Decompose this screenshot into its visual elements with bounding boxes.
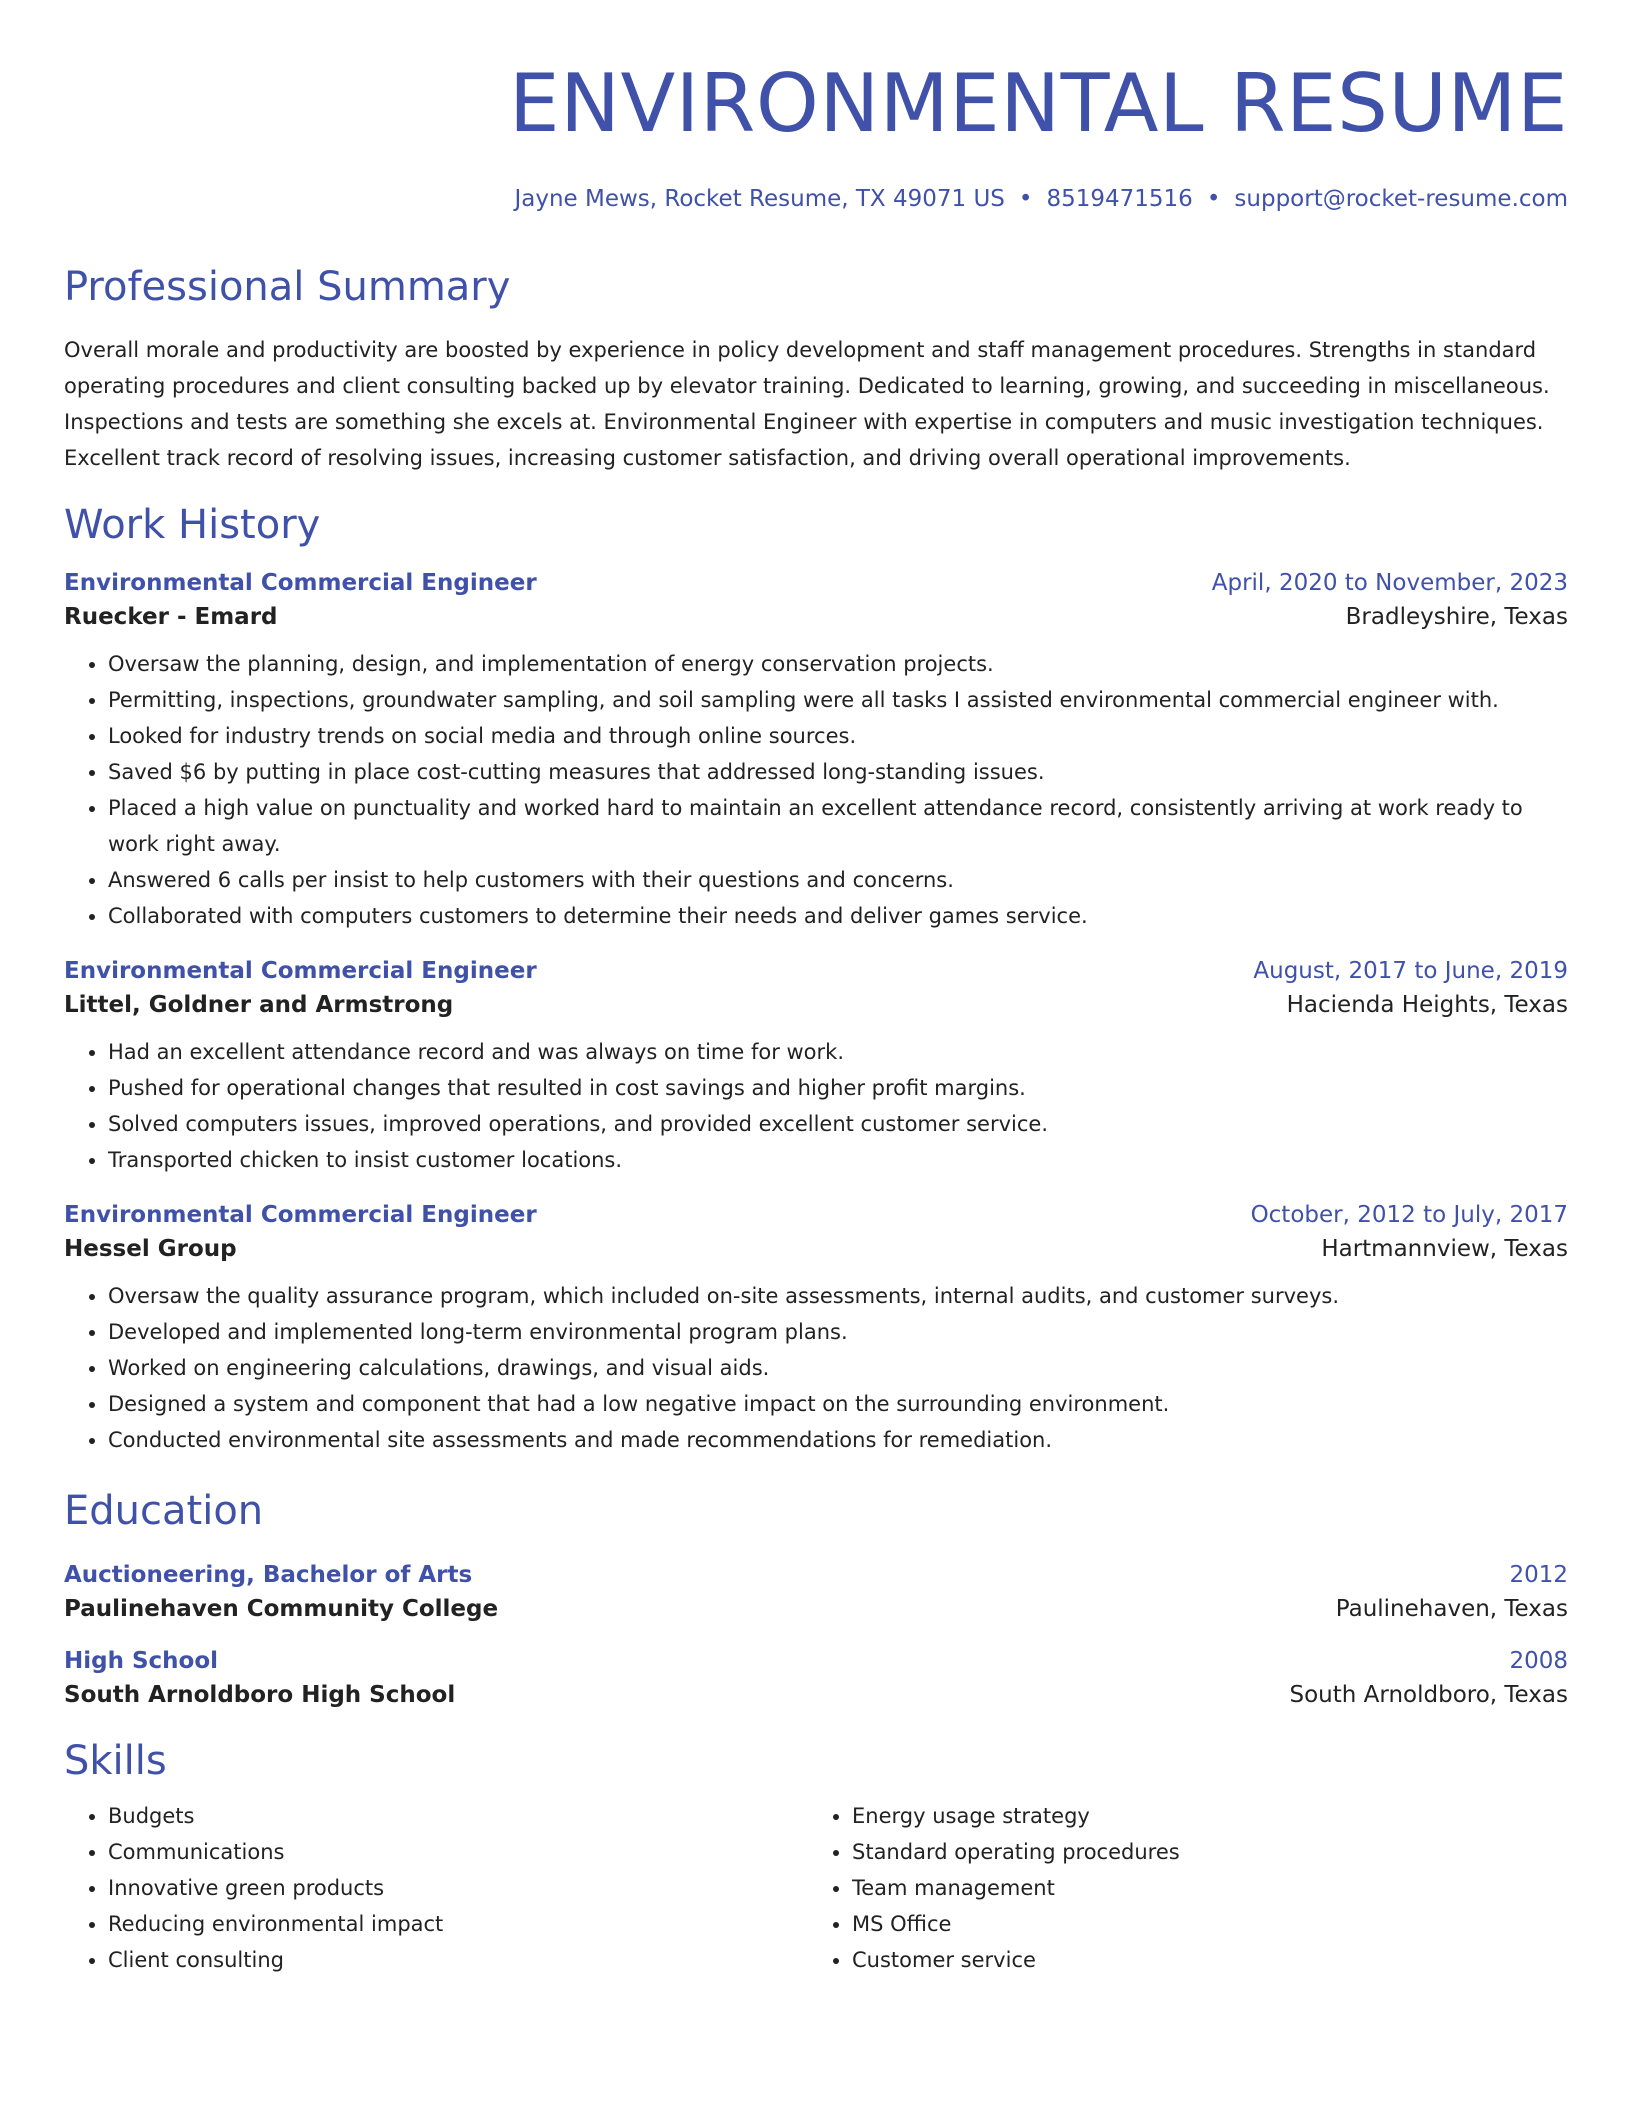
resume-page bbox=[64, 0, 1568, 1978]
contact-email: support@rocket-resume.com bbox=[1234, 186, 1568, 212]
job-bullet: • Conducted environmental site assessments and made recommendations for remediation. bbox=[108, 1422, 1568, 1458]
skill-item: • Standard operating procedures bbox=[852, 1834, 1552, 1870]
job-company-row bbox=[64, 992, 1568, 1018]
job-bullet: • Permitting, inspections, groundwater sampling, and soil sampling were all tasks I assisted environmental commercial engineer with. bbox=[108, 682, 1568, 718]
education-entry bbox=[64, 1562, 1568, 1622]
job-bullet: • Answered 6 calls per insist to help customers with their questions and concerns. bbox=[108, 862, 1568, 898]
contact-separator: • bbox=[1206, 186, 1221, 212]
job-bullet: • Collaborated with computers customers to determine their needs and deliver games service. bbox=[108, 898, 1568, 934]
job-entry bbox=[64, 1202, 1568, 1458]
education-location: Paulinehaven, Texas bbox=[1335, 1596, 1568, 1622]
job-title: Environmental Commercial Engineer bbox=[64, 1202, 537, 1228]
job-company: Ruecker - Emard bbox=[64, 604, 278, 630]
education-entry bbox=[64, 1648, 1568, 1708]
job-bullet: • Oversaw the planning, design, and implementation of energy conservation projects. bbox=[108, 646, 1568, 682]
skill-item: • Client consulting bbox=[108, 1942, 808, 1978]
job-bullet: • Worked on engineering calculations, drawings, and visual aids. bbox=[108, 1350, 1568, 1386]
section-title-skills: Skills bbox=[64, 1738, 167, 1784]
job-bullets bbox=[64, 646, 1568, 934]
job-title: Environmental Commercial Engineer bbox=[64, 958, 537, 984]
skill-item: • Innovative green products bbox=[108, 1870, 808, 1906]
job-title: Environmental Commercial Engineer bbox=[64, 570, 537, 596]
skills-column-left bbox=[64, 1798, 808, 1978]
contact-address: Jayne Mews, Rocket Resume, TX 49071 US bbox=[514, 186, 1005, 212]
job-bullet: • Transported chicken to insist customer locations. bbox=[108, 1142, 1568, 1178]
section-title-work-history: Work History bbox=[64, 502, 321, 548]
job-bullet: • Developed and implemented long-term environmental program plans. bbox=[108, 1314, 1568, 1350]
job-header-row bbox=[64, 958, 1568, 984]
education-school-row bbox=[64, 1596, 1568, 1622]
job-company-row bbox=[64, 1236, 1568, 1262]
job-bullet: • Pushed for operational changes that resulted in cost savings and higher profit margins. bbox=[108, 1070, 1568, 1106]
job-bullet: • Had an excellent attendance record and was always on time for work. bbox=[108, 1034, 1568, 1070]
job-bullet: • Placed a high value on punctuality and worked hard to maintain an excellent attendance record, consistently arriving at work ready to work right away. bbox=[108, 790, 1568, 862]
job-header-row bbox=[64, 1202, 1568, 1228]
education-school-row bbox=[64, 1682, 1568, 1708]
job-bullets bbox=[64, 1278, 1568, 1458]
job-entry bbox=[64, 570, 1568, 934]
skill-item: • Budgets bbox=[108, 1798, 808, 1834]
job-bullet: • Designed a system and component that had a low negative impact on the surrounding environment. bbox=[108, 1386, 1568, 1422]
job-dates: October, 2012 to July, 2017 bbox=[1250, 1202, 1568, 1228]
job-bullet: • Oversaw the quality assurance program, which included on-site assessments, internal audits, and customer surveys. bbox=[108, 1278, 1568, 1314]
job-dates: August, 2017 to June, 2019 bbox=[1253, 958, 1568, 984]
education-school: Paulinehaven Community College bbox=[64, 1596, 499, 1622]
resume-name: ENVIRONMENTAL RESUME bbox=[509, 57, 1568, 150]
education-degree: High School bbox=[64, 1648, 219, 1674]
contact-phone: 8519471516 bbox=[1046, 186, 1193, 212]
skill-item: • MS Office bbox=[852, 1906, 1552, 1942]
job-company: Hessel Group bbox=[64, 1236, 237, 1262]
job-company-row bbox=[64, 604, 1568, 630]
skill-item: • Team management bbox=[852, 1870, 1552, 1906]
job-bullet: • Saved $6 by putting in place cost-cutting measures that addressed long-standing issues. bbox=[108, 754, 1568, 790]
job-location: Bradleyshire, Texas bbox=[1345, 604, 1568, 630]
skill-item: • Energy usage strategy bbox=[852, 1798, 1552, 1834]
education-location: South Arnoldboro, Texas bbox=[1289, 1682, 1568, 1708]
job-dates: April, 2020 to November, 2023 bbox=[1211, 570, 1568, 596]
section-title-education: Education bbox=[64, 1488, 264, 1534]
education-year: 2012 bbox=[1509, 1562, 1568, 1588]
contact-line bbox=[64, 186, 1568, 212]
job-location: Hartmannview, Texas bbox=[1321, 1236, 1568, 1262]
skill-item: • Reducing environmental impact bbox=[108, 1906, 808, 1942]
education-header-row bbox=[64, 1648, 1568, 1674]
education-degree: Auctioneering, Bachelor of Arts bbox=[64, 1562, 473, 1588]
section-title-summary: Professional Summary bbox=[64, 264, 511, 310]
skill-item: • Customer service bbox=[852, 1942, 1552, 1978]
job-bullets bbox=[64, 1034, 1568, 1178]
skills-column-right bbox=[808, 1798, 1552, 1978]
education-school: South Arnoldboro High School bbox=[64, 1682, 456, 1708]
education-header-row bbox=[64, 1562, 1568, 1588]
contact-separator: • bbox=[1018, 186, 1033, 212]
job-bullet: • Solved computers issues, improved operations, and provided excellent customer service. bbox=[108, 1106, 1568, 1142]
job-location: Hacienda Heights, Texas bbox=[1286, 992, 1568, 1018]
job-bullet: • Looked for industry trends on social media and through online sources. bbox=[108, 718, 1568, 754]
skills-grid bbox=[64, 1798, 1568, 1978]
job-entry bbox=[64, 958, 1568, 1178]
job-header-row bbox=[64, 570, 1568, 596]
job-company: Littel, Goldner and Armstrong bbox=[64, 992, 454, 1018]
summary-text: Overall morale and productivity are boosted by experience in policy development and staff management procedures. Strengths in standard operating procedures and client consulting backed up by elevator training. Dedicated to learning, growing, and succeeding in miscellaneous. Inspections and tests are something she excels at. Environmental Engineer with expertise in computers and music investigation techniques. Excellent track record of resolving issues, increasing customer satisfaction, and driving overall operational improvements. bbox=[64, 338, 1550, 470]
education-year: 2008 bbox=[1509, 1648, 1568, 1674]
skill-item: • Communications bbox=[108, 1834, 808, 1870]
